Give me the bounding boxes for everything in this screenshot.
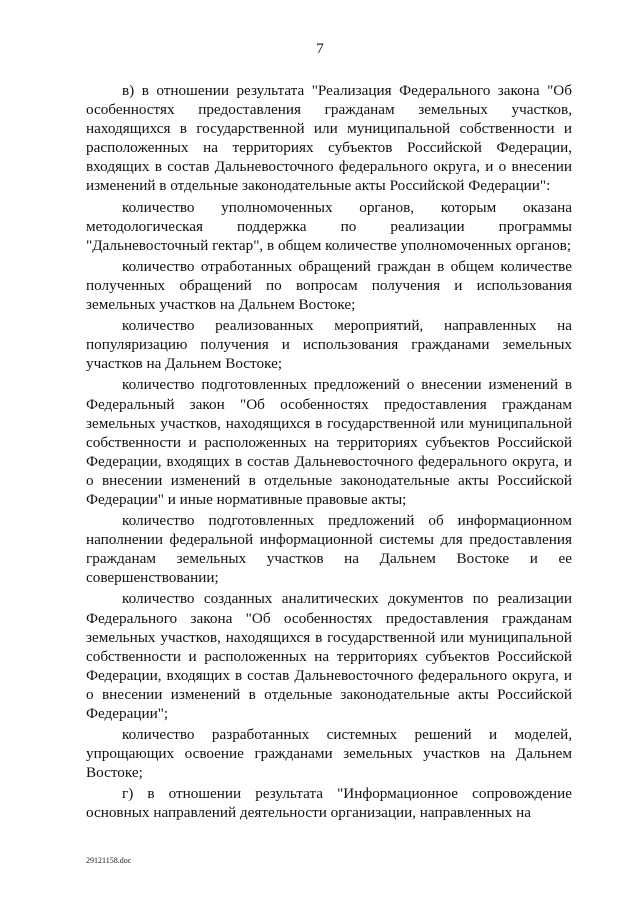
page-number: 7 — [316, 41, 324, 57]
paragraph-system-solutions: количество разработанных системных решений и моделей, упрощающих освоение гражданами земельных участков на Дальнем Востоке; — [86, 726, 572, 782]
document-footer-filename: 29121158.doc — [86, 856, 132, 865]
paragraph-result-v: в) в отношении результата "Реализация Федерального закона "Об особенностях предоставления гражданам земельных участков, находящихся в государственной или муниципальной собственности и расположенных на территориях субъектов Российской Федерации, входящих в состав Дальневосточного федерального округа, и о внесении изменений в отдельные законодательные акты Российской Федерации": — [86, 82, 572, 195]
paragraph-processed-requests: количество отработанных обращений граждан в общем количестве полученных обращений по вопросам получения и использования земельных участков на Дальнем Востоке; — [86, 257, 572, 314]
paragraph-methodological-support: количество уполномоченных органов, которым оказана методологическая поддержка по реализации программы "Дальневосточный гектар", в общем количестве уполномоченных органов; — [86, 198, 572, 254]
paragraph-result-g: г) в отношении результата "Информационное сопровождение основных направлений деятельности организации, направленных на — [86, 785, 572, 822]
document-body — [86, 81, 572, 825]
paragraph-popularization-events: количество реализованных мероприятий, направленных на популяризацию получения и использования гражданами земельных участков на Дальнем Востоке; — [86, 317, 572, 373]
paragraph-analytical-documents: количество созданных аналитических документов по реализации Федерального закона "Об особенностях предоставления гражданам земельных участков, находящихся в государственной или муниципальной собственности и расположенных на территориях субъектов Российской Федерации, входящих в состав Дальневосточного федерального округа, и о внесении изменений в отдельные законодательные акты Российской Федерации"; — [86, 590, 572, 722]
paragraph-information-system-proposals: количество подготовленных предложений об информационном наполнении федеральной информационной системы для предоставления гражданам земельных участков на Дальнем Востоке и ее совершенствовании; — [86, 512, 572, 587]
paragraph-law-amendment-proposals: количество подготовленных предложений о внесении изменений в Федеральный закон "Об особенностях предоставления гражданам земельных участков, находящихся в государственной или муниципальной собственности и расположенных на территориях субъектов Российской Федерации, входящих в состав Дальневосточного федерального округа, и о внесении изменений в отдельные законодательные акты Российской Федерации" и иные нормативные правовые акты; — [86, 376, 572, 508]
